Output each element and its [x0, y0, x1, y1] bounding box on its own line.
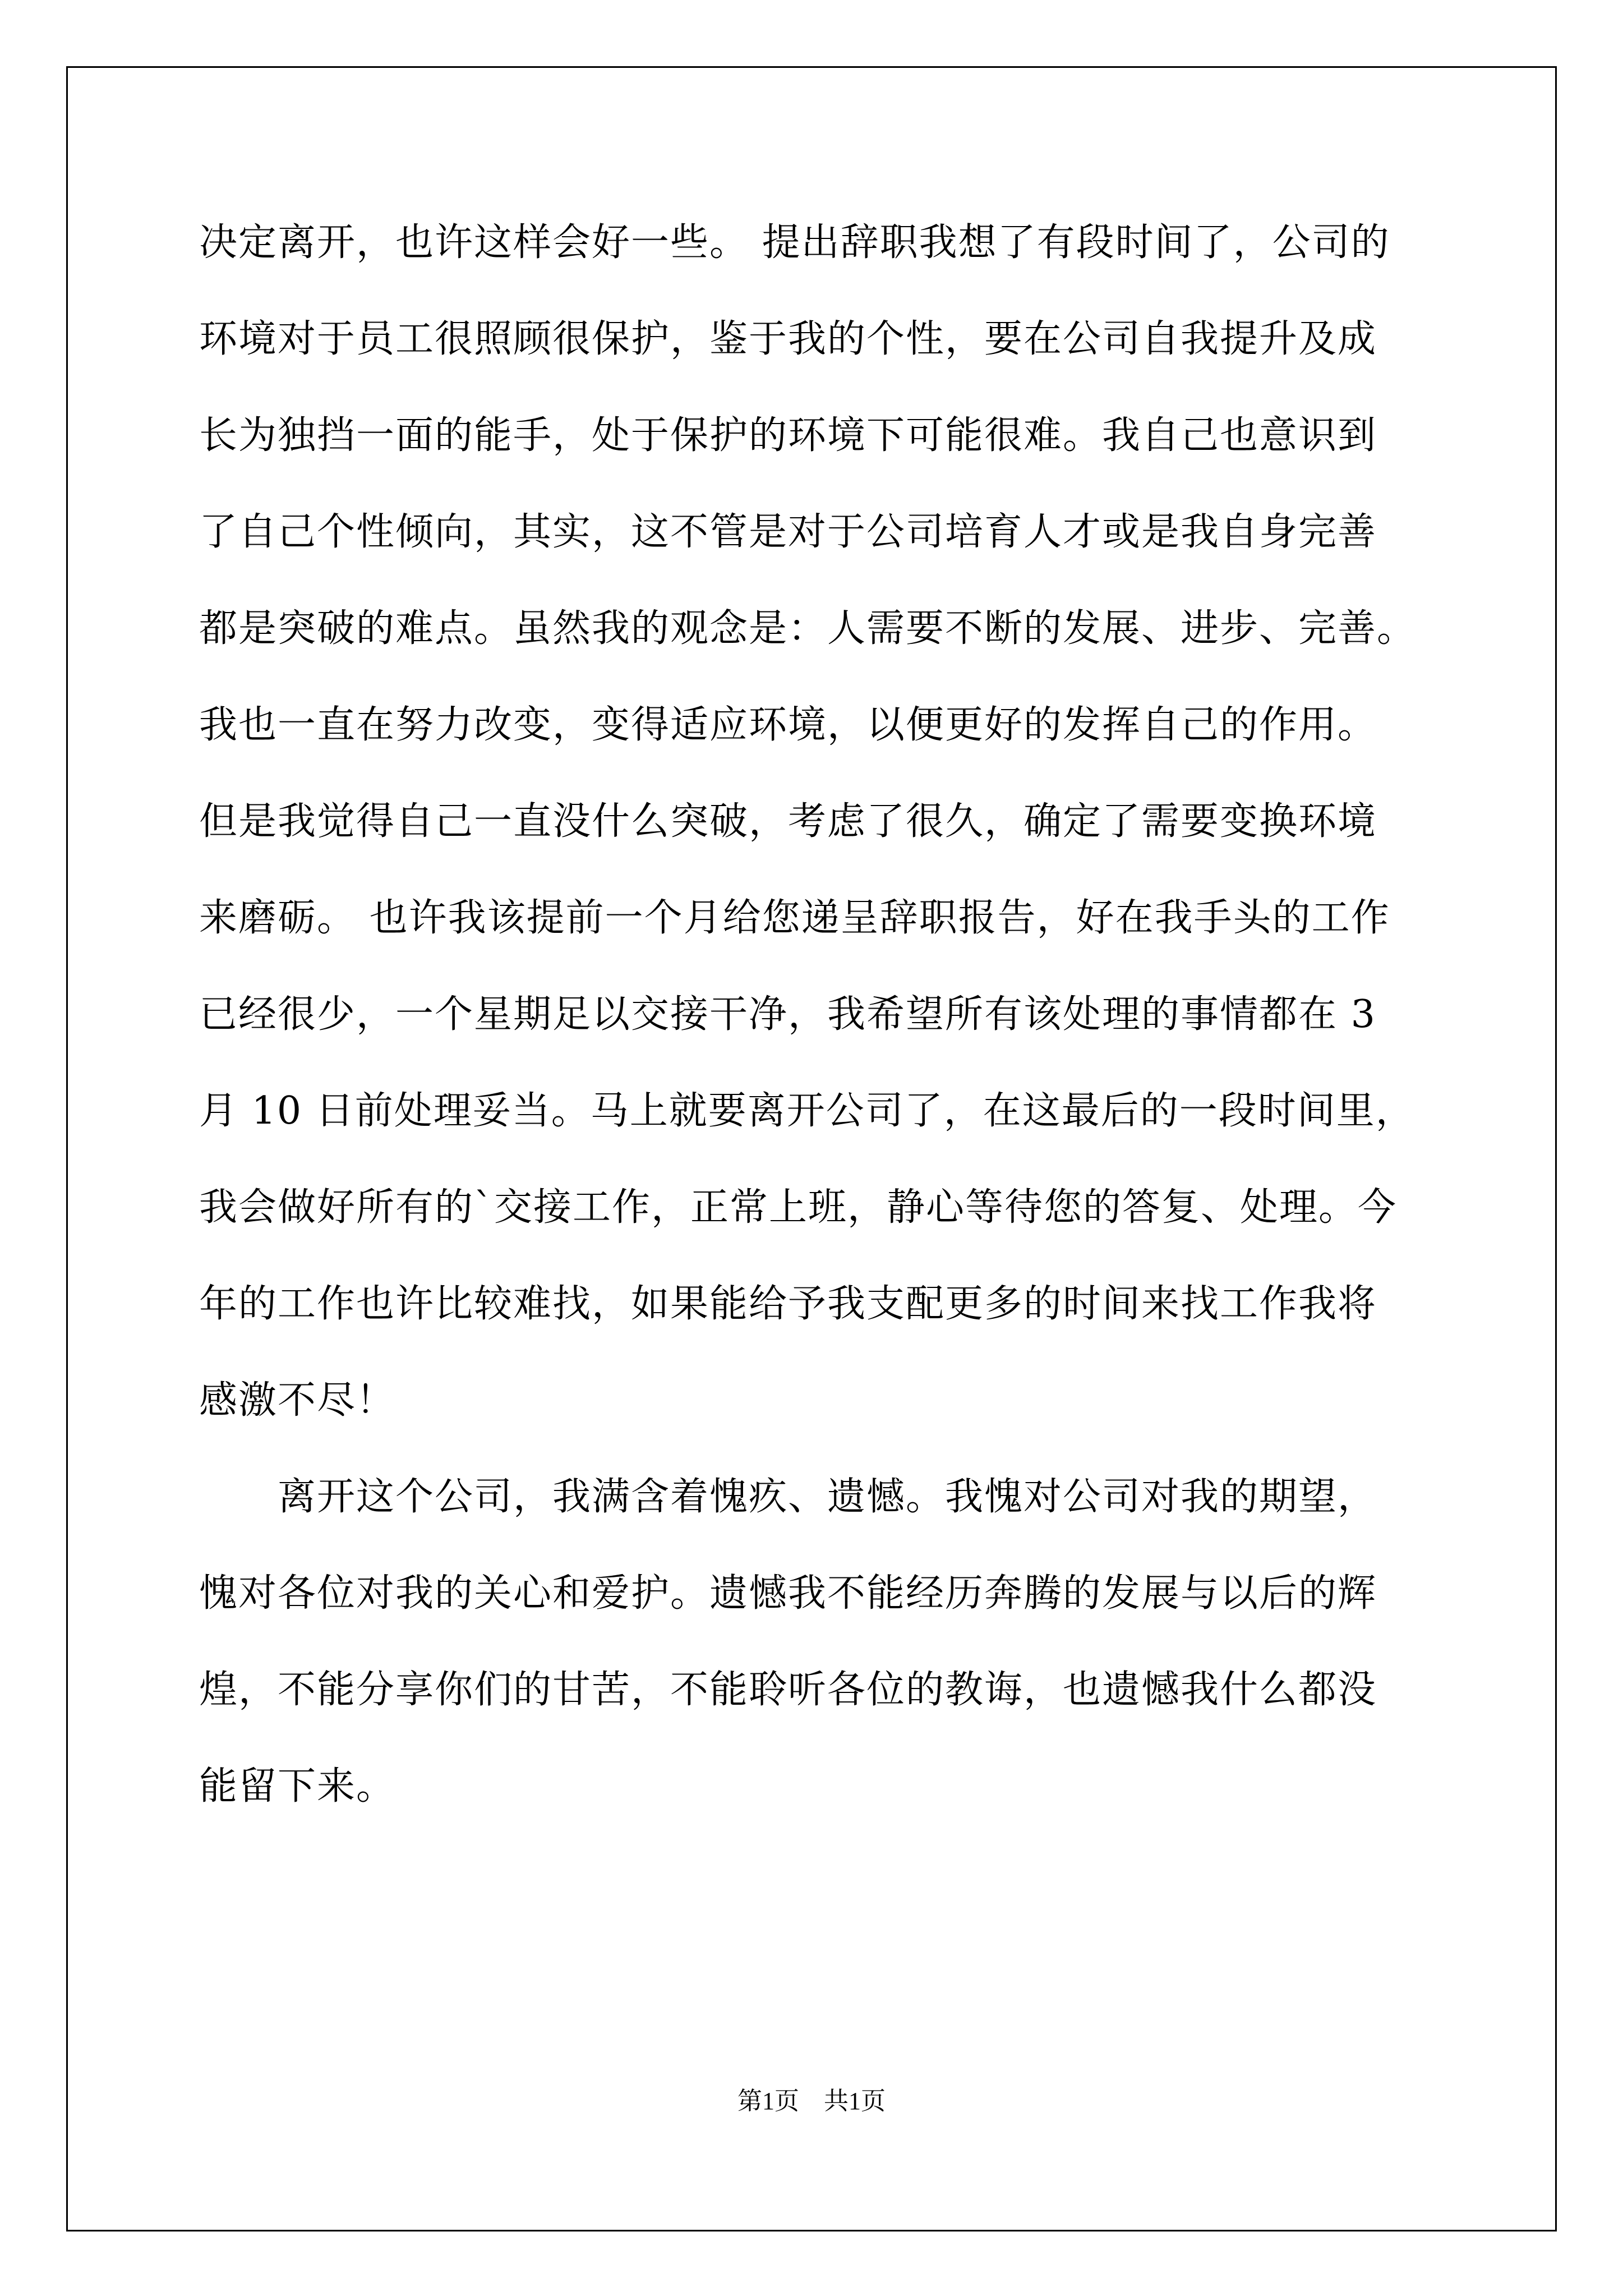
text-line: 能留下来。: [199, 1764, 396, 1809]
text-line: 愧对各位对我的关心和爱护。遗憾我不能经历奔腾的发展与以后的辉: [199, 1571, 1377, 1616]
text-line: 月 10 日前处理妥当。马上就要离开公司了，在这最后的一段时间里，: [199, 1089, 1415, 1133]
text-line: 感激不尽！: [199, 1378, 396, 1423]
text-line: 已经很少，一个星期足以交接干净，我希望所有该处理的事情都在 3: [199, 992, 1376, 1037]
text-line: 长为独挡一面的能手，处于保护的环境下可能很难。我自己也意识到: [199, 413, 1377, 458]
page-footer: 第1页 共1页: [737, 2087, 886, 2115]
text-line: 但是我觉得自己一直没什么突破，考虑了很久，确定了需要变换环境: [199, 799, 1377, 844]
text-line: 年的工作也许比较难找，如果能给予我支配更多的时间来找工作我将: [199, 1282, 1377, 1326]
text-line: 煌，不能分享你们的甘苦，不能聆听各位的教诲，也遗憾我什么都没: [199, 1668, 1377, 1712]
text-line: 环境对于员工很照顾很保护，鉴于我的个性，要在公司自我提升及成: [199, 317, 1377, 361]
text-line: 来磨砺。 也许我该提前一个月给您递呈辞职报告，好在我手头的工作: [199, 896, 1390, 940]
text-line: 我也一直在努力改变，变得适应环境，以便更好的发挥自己的作用。: [199, 703, 1377, 747]
text-line: 决定离开，也许这样会好一些。 提出辞职我想了有段时间了，公司的: [199, 220, 1390, 265]
text-line: 了自己个性倾向，其实，这不管是对于公司培育人才或是我自身完善: [199, 510, 1377, 554]
text-line: 我会做好所有的`交接工作，正常上班，静心等待您的答复、处理。今: [199, 1185, 1398, 1230]
text-line: 都是突破的难点。虽然我的观念是：人需要不断的发展、进步、完善。: [199, 606, 1417, 651]
page-border: [66, 66, 1557, 2231]
text-line: 离开这个公司，我满含着愧疚、遗憾。我愧对公司对我的期望，: [199, 1475, 1377, 1519]
